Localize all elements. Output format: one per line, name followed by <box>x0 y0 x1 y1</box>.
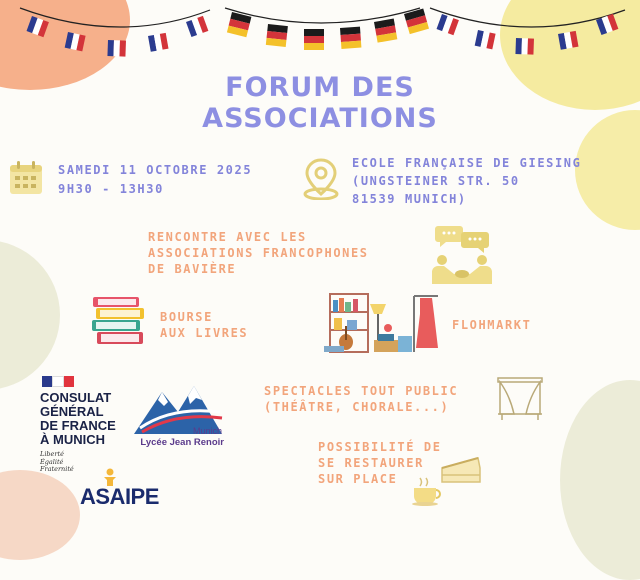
meet-associations-text <box>148 229 369 277</box>
french-republic-flag-mark <box>42 376 74 387</box>
food-line-3: SUR PLACE <box>318 472 398 486</box>
cake-slice-icon <box>440 454 482 486</box>
book-fair-text <box>160 309 248 341</box>
bg-blob-grey-left <box>0 240 60 390</box>
theater-stage-icon <box>496 376 544 422</box>
page-title <box>0 72 640 134</box>
lycee-logo <box>132 382 224 454</box>
meet-line-1: RENCONTRE AVEC LES <box>148 230 307 244</box>
date-text: SAMEDI 11 OCTOBRE 2025 <box>58 163 253 177</box>
event-date <box>58 162 252 197</box>
motto-egalite: Égalité <box>40 457 64 466</box>
flea-market-icon <box>322 290 444 356</box>
meet-line-3: DE BAVIÈRE <box>148 262 237 276</box>
books-icon <box>90 295 148 347</box>
asaipe-name: ASAIPE <box>80 484 159 509</box>
food-line-1: POSSIBILITÉ DE <box>318 440 442 454</box>
books-line-1: BOURSE <box>160 310 213 324</box>
consulat-line-1: CONSULAT <box>40 390 112 405</box>
location-pin-icon <box>302 158 340 200</box>
lycee-name: Lycée Jean Renoir <box>140 437 224 448</box>
motto-fraternite: Fraternité <box>40 465 74 473</box>
shows-line-1: SPECTACLES TOUT PUBLIC <box>264 384 459 398</box>
consulat-line-3: DE FRANCE <box>40 418 116 433</box>
consulat-line-2: GÉNÉRAL <box>40 404 104 419</box>
lycee-city: Munich <box>192 426 222 436</box>
venue-street: (UNGSTEINER STR. 50 <box>352 174 520 188</box>
bg-blob-grey-right <box>560 380 640 580</box>
consulat-line-4: À MUNICH <box>40 432 105 447</box>
title-line-1: FORUM DES <box>225 72 415 103</box>
flea-market-text: FLOHMARKT <box>452 318 532 332</box>
title-line-2: ASSOCIATIONS <box>202 103 438 134</box>
flag-bunting <box>0 0 640 70</box>
venue-city: 81539 MUNICH) <box>352 192 467 206</box>
books-line-2: AUX LIVRES <box>160 326 249 340</box>
food-line-2: SE RESTAURER <box>318 456 424 470</box>
coffee-cup-icon <box>410 476 444 506</box>
venue-name: ECOLE FRANÇAISE DE GIESING <box>352 156 582 170</box>
consulat-logo <box>40 376 140 474</box>
shows-text <box>264 383 458 415</box>
time-text: 9H30 - 13H30 <box>58 182 164 196</box>
shows-line-2: (THÉÂTRE, CHORALE...) <box>264 400 450 414</box>
calendar-icon <box>8 160 44 196</box>
people-talking-icon <box>430 222 494 286</box>
meet-line-2: ASSOCIATIONS FRANCOPHONES <box>148 246 369 260</box>
motto-liberte: Liberté <box>40 450 64 458</box>
asaipe-logo <box>80 468 180 508</box>
event-venue <box>352 154 581 208</box>
bg-blob-peach <box>0 470 80 560</box>
